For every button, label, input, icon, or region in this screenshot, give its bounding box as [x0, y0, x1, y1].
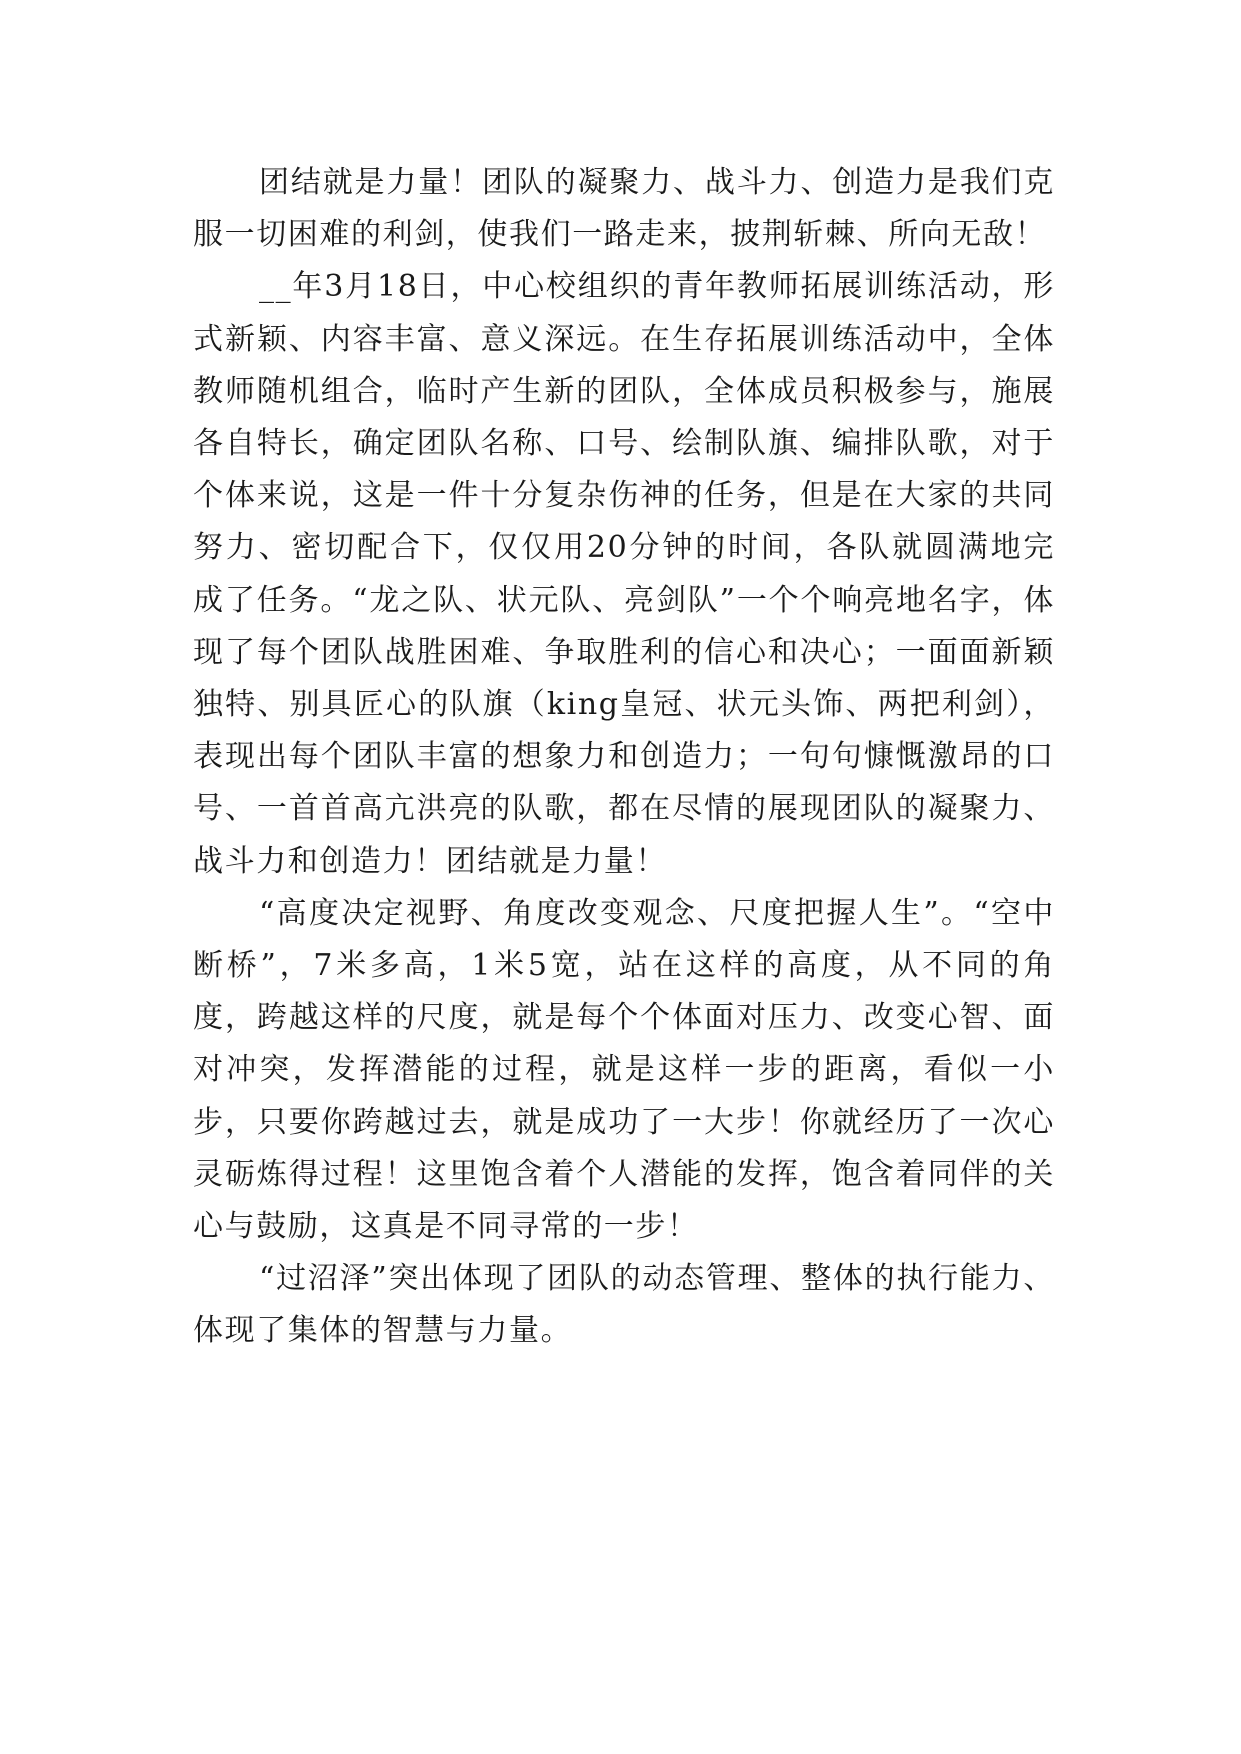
paragraph-1: 团结就是力量！团队的凝聚力、战斗力、创造力是我们克服一切困难的利剑，使我们一路走来，披荆斩棘、所向无敌！: [193, 165, 1055, 253]
paragraph-4: “过沼泽”突出体现了团队的动态管理、整体的执行能力、体现了集体的智慧与力量。: [193, 1261, 1055, 1349]
paragraph-3: “高度决定视野、角度改变观念、尺度把握人生”。“空中断桥”，7米多高，1米5宽，站在这样的高度，从不同的角度，跨越这样的尺度，就是每个个体面对压力、改变心智、面对冲突，发挥潜能的过程，就是这样一步的距离，看似一小步，只要你跨越过去，就是成功了一大步！你就经历了一次心灵砺炼得过程！这里饱含着个人潜能的发挥，饱含着同伴的关心与鼓励，这真是不同寻常的一步！: [193, 895, 1055, 1245]
paragraph-2: __年3月18日，中心校组织的青年教师拓展训练活动，形式新颖、内容丰富、意义深远。在生存拓展训练活动中，全体教师随机组合，临时产生新的团队，全体成员积极参与，施展各自特长，确定团队名称、口号、绘制队旗、编排队歌，对于个体来说，这是一件十分复杂伤神的任务，但是在大家的共同努力、密切配合下，仅仅用20分钟的时间，各队就圆满地完成了任务。“龙之队、状元队、亮剑队”一个个响亮地名字，体现了每个团队战胜困难、争取胜利的信心和决心；一面面新颖独特、别具匠心的队旗（king皇冠、状元头饰、两把利剑），表现出每个团队丰富的想象力和创造力；一句句慷慨激昂的口号、一首首高亢洪亮的队歌，都在尽情的展现团队的凝聚力、战斗力和创造力！团结就是力量！: [193, 269, 1055, 879]
document-body: [193, 157, 1055, 1358]
